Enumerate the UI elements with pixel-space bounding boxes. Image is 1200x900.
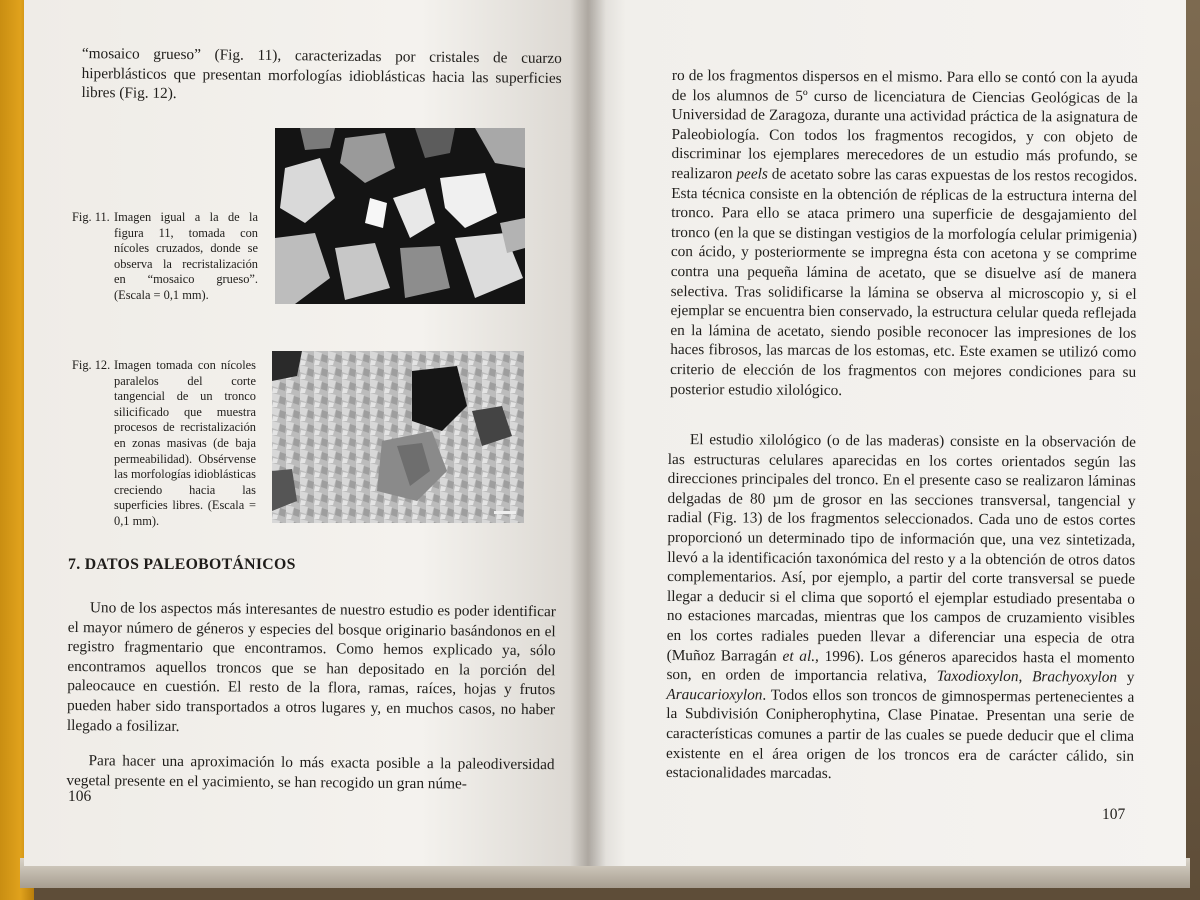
right-paragraph-1: ro de los fragmentos dispersos en el mismo. Para ello se contó con la ayuda de los alumnos de 5º curso de licenciatura de Ciencias Geológicas de la Universidad de Zaragoza, durante una actividad práctica de la asignatura de Paleobiología. Con todos los fragmentos recogidos, y con objeto de discriminar los ejemplares merecedores de un estudio más profundo, se realizaron peels de acetato sobre las caras expuestas de los restos recogidos. Esta técnica consiste en la obtención de réplicas de la estructura interna del tronco. Para ello se ataca primero una superficie de desgajamiento del tronco (en la que se distingan vestigios de la morfología celular primigenia) con ácido, y posteriormente se impregna ésta con acetona y se comprime contra una pequeña lámina de acetato, que se disuelve así de manera selectiva. Tras solidificarse la lámina se observa al microscopio y, si el ejemplar se encuentra bien conservado, la estructura celular queda reflejada en la lámina de acetato, siendo posible reconocer las impresiones de los haces fibrosos, las marcas de los estomas, etc. Este examen se utilizó como criterio de elección de los fragmentos con mejores condiciones para su posterior estudio xilológico. [669, 66, 1138, 399]
section-heading: 7. DATOS PALEOBOTÁNICOS [68, 556, 296, 573]
left-page [24, 0, 590, 866]
genus-taxodioxylon: Taxodioxylon [936, 667, 1019, 686]
figure-12-micrograph [272, 351, 524, 523]
figure-11-caption-text: Imagen igual a la de la figura 11, tomada con nícoles cruzados, donde se observa la recristalización en “mosaico grueso”. (Escala = 0,1 mm). [114, 210, 258, 302]
figure-12-caption [72, 358, 256, 530]
left-top-paragraph: “mosaico grueso” (Fig. 11), caracterizadas por cristales de cuarzo hiperblásticos que presentan morfologías idioblásticas hacia las superficies libres (Fig. 12). [81, 44, 562, 103]
book-gutter-shadow [570, 0, 606, 866]
page-number-right: 107 [1102, 806, 1126, 823]
left-paragraph-2: Para hacer una aproximación lo más exacta posible a la paleodiversidad vegetal presente en el yacimiento, se han recogido un gran núme- [66, 752, 555, 793]
figure-11-micrograph [275, 128, 525, 304]
genus-araucarioxylon: Araucarioxylon [666, 685, 763, 704]
left-paragraph-1: Uno de los aspectos más interesantes de nuestro estudio es poder identificar el mayor número de géneros y especies del bosque originario basándonos en el registro fragmentario que encontramos. Como hemos explicado ya, sólo encontramos aquellos troncos que se han depositado en la porción del paleocauce en cuestión. El resto de la flora, ramas, raíces, hojas y frutos pueden haber sido transportados a otros lugares y, en muchos casos, no haber llegado a fosilizar. [66, 599, 556, 735]
figure-12-caption-text: Imagen tomada con nícoles paralelos del corte tangencial de un tronco silicificado que muestra procesos de recristalización en zonas masivas (de baja permeabilidad). Obsérvense las morfologías idioblásticas creciendo hacia las superficies libres. (Escala = 0,1 mm). [114, 358, 256, 528]
micrograph-parallel-nicols-image [272, 351, 524, 523]
right-page [590, 0, 1186, 866]
figure-11-label: Fig. 11. [72, 210, 110, 224]
micrograph-crossed-nicols-image [275, 128, 525, 304]
genus-brachyoxylon: Brachyoxylon [1032, 668, 1118, 686]
page-number-left: 106 [68, 788, 92, 805]
left-body-text [66, 598, 556, 795]
figure-11-caption [72, 210, 258, 304]
figure-12-label: Fig. 12. [72, 358, 111, 372]
right-paragraph-2: El estudio xilológico (o de las maderas) consiste en la observación de las estructuras celulares aparecidas en los cortes orientados según las direcciones principales del tronco. En el presente caso se realizaron láminas delgadas de 80 µm de grosor en las secciones transversal, tangencial y radial (Fig. 13) de los fragmentos seleccionados. Cada uno de estos cortes proporcionó un determinado tipo de información que, una vez sintetizada, llevó a la identificación taxonómica del resto y a la obtención de otros datos complementarios. Así, por ejemplo, a partir del corte transversal se puede llegar a deducir si el clima que soportó el ejemplar estudiado presentaba o no estaciones marcadas, mientras que los campos de cruzamiento visibles en los cortes radiales pueden llevar a diferenciar una especia de otra (Muñoz Barragán et al., 1996). Los géneros aparecidos hasta el momento son, en orden de importancia relativa, Taxodioxylon, Brachyoxylon y Araucarioxylon. Todos ellos son troncos de gimnospermas pertenecientes a la Subdivisión Conipherophytina, Clase Pinatae. Presentan una serie de características comunes a partir de las cuales se puede deducir que el clima existente en el área origen de los troncos era de carácter cálido, sin estacionalidades marcadas. [665, 431, 1136, 783]
